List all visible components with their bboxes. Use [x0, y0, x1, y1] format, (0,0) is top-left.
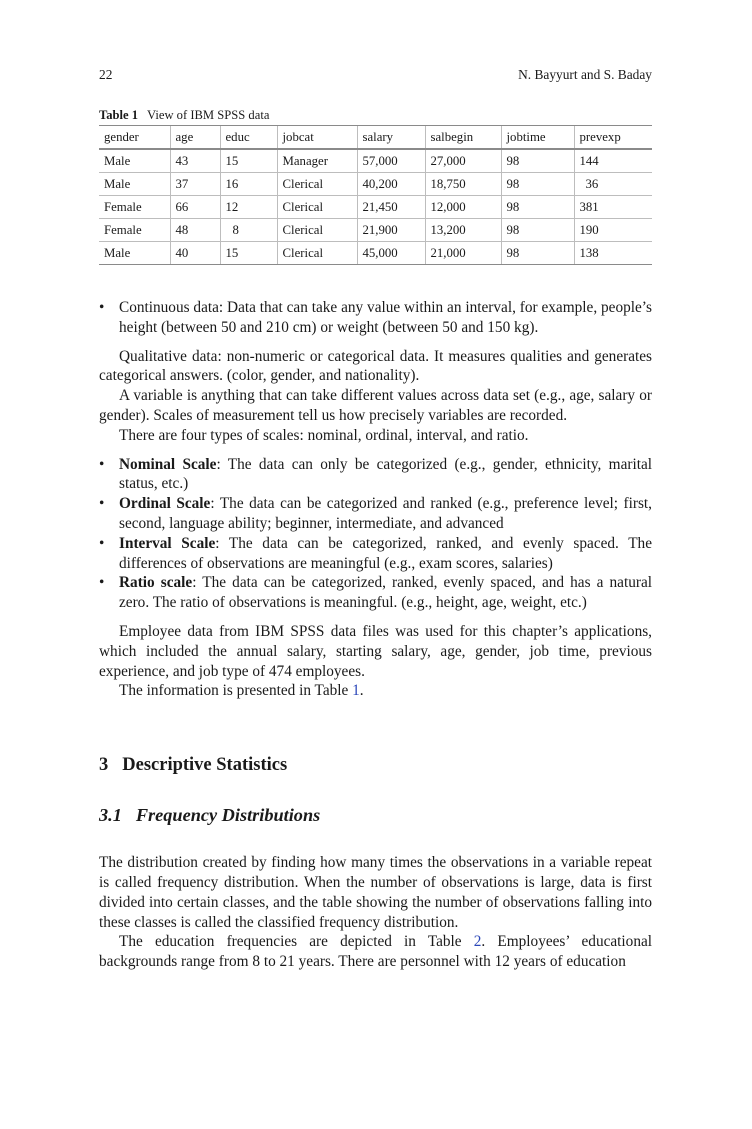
page — [99, 66, 652, 972]
list-item — [99, 298, 652, 338]
table-2-reference-link[interactable]: 2 — [473, 933, 482, 951]
table-cell: Clerical — [277, 196, 357, 219]
table-cell: 48 — [170, 219, 220, 242]
subsection-number: 3.1 — [99, 805, 122, 826]
table-cell: Female — [99, 196, 170, 219]
table-cell: 40 — [170, 242, 220, 265]
list-item — [99, 573, 652, 613]
scale-term: Ordinal Scale — [119, 495, 211, 513]
table-cell: 21,450 — [357, 196, 425, 219]
table-cell: 98 — [501, 219, 574, 242]
list-item — [99, 455, 652, 495]
list-item — [99, 494, 652, 534]
paragraph-scales: There are four types of scales: nominal, ordinal, interval, and ratio. — [119, 426, 529, 444]
table-label: Table 1 — [99, 108, 139, 122]
scale-description: : The data can be categorized, ranked, and evenly spaced. The differences of observations are meaningful (e.g., exam scores, salaries) — [119, 534, 652, 572]
table-title: View of IBM SPSS data — [147, 108, 270, 122]
table-cell: 21,900 — [357, 219, 425, 242]
scale-term: Ratio scale — [119, 574, 193, 592]
table-row — [99, 219, 652, 242]
table-cell: 8 — [220, 219, 277, 242]
table-1-reference-link[interactable]: 1 — [352, 682, 360, 700]
table-cell: Clerical — [277, 173, 357, 196]
column-header: jobcat — [277, 126, 357, 150]
information-end: . — [359, 682, 364, 700]
table-row — [99, 196, 652, 219]
table-cell: 144 — [574, 149, 652, 173]
table-cell: 43 — [170, 149, 220, 173]
column-header: salbegin — [425, 126, 501, 150]
table-row — [99, 149, 652, 173]
column-header: educ — [220, 126, 277, 150]
table-cell: 18,750 — [425, 173, 501, 196]
table-cell: 45,000 — [357, 242, 425, 265]
paragraph-distribution: The distribution created by finding how many times the observations in a variable repeat is called frequency distribution. When the number of observations is large, data is first divided into certain classes, and the table showing the number of observations falling into these classes is called the classified frequency distribution. — [99, 854, 652, 931]
running-head-authors: N. Bayyurt and S. Baday — [518, 67, 652, 82]
table-cell: 98 — [501, 242, 574, 265]
scale-term: Nominal Scale — [119, 455, 217, 473]
section-title: Descriptive Statistics — [122, 755, 288, 776]
subsection-heading — [99, 803, 652, 827]
table-cell: 190 — [574, 219, 652, 242]
table-cell: 98 — [501, 149, 574, 173]
table-cell: Female — [99, 219, 170, 242]
table-caption — [99, 107, 652, 123]
table-cell: Manager — [277, 149, 357, 173]
table-cell: 16 — [220, 173, 277, 196]
column-header: salary — [357, 126, 425, 150]
bullet-icon: • — [99, 534, 105, 552]
bullet-icon: • — [99, 299, 105, 316]
table-cell: Clerical — [277, 219, 357, 242]
scale-description: : The data can be categorized, ranked, evenly spaced, and has a natural zero. The ratio of observations is meaningful. (e.g., height, age, weight, etc.) — [119, 574, 652, 612]
table-cell: 12,000 — [425, 196, 501, 219]
running-head — [99, 66, 652, 84]
table-cell: 381 — [574, 196, 652, 219]
table-cell: 15 — [220, 149, 277, 173]
table-cell: 66 — [170, 196, 220, 219]
table-cell: 13,200 — [425, 219, 501, 242]
page-number: 22 — [99, 67, 113, 82]
column-header: age — [170, 126, 220, 150]
scale-description: : The data can only be categorized (e.g., gender, ethnicity, marital status, etc.) — [119, 455, 652, 493]
paragraph-employee-data: Employee data from IBM SPSS data files was used for this chapter’s applications, which included the annual salary, starting salary, age, gender, job time, previous experience, and job type of 474 employees. — [99, 622, 652, 680]
table-cell: 37 — [170, 173, 220, 196]
spss-data-table — [99, 125, 652, 265]
body-text — [99, 298, 652, 972]
bullet-icon: • — [99, 495, 105, 513]
column-header: jobtime — [501, 126, 574, 150]
table-row — [99, 173, 652, 196]
list-item — [99, 534, 652, 574]
table-cell: 36 — [574, 173, 652, 196]
paragraph-education — [99, 932, 652, 972]
table-header-row — [99, 126, 652, 150]
table-cell: 138 — [574, 242, 652, 265]
column-header: gender — [99, 126, 170, 150]
table-cell: 12 — [220, 196, 277, 219]
table-cell: Male — [99, 149, 170, 173]
continuous-data-text: Continuous data: Data that can take any value within an interval, for example, people’s height (between 50 and 210 cm) or weight (between 50 and 150 kg). — [119, 299, 652, 336]
scales-bullet-list — [99, 455, 652, 613]
bullet-icon: • — [99, 455, 105, 473]
paragraph-variable: A variable is anything that can take different values across data set (e.g., age, salary or gender). Scales of measurement tell us how precisely variables are recorded. — [99, 387, 652, 424]
section-number: 3 — [99, 755, 109, 776]
section-heading — [99, 753, 652, 777]
education-text-end: . Employees’ educational backgrounds range from 8 to 21 years. There are personnel with 12 years of education — [99, 933, 653, 971]
scale-term: Interval Scale — [119, 534, 216, 552]
table-row — [99, 242, 652, 265]
table-cell: 40,200 — [357, 173, 425, 196]
table-cell: Clerical — [277, 242, 357, 265]
education-text-start: The education frequencies are depicted in Table — [119, 933, 474, 951]
table-cell: 21,000 — [425, 242, 501, 265]
scale-description: : The data can be categorized and ranked (e.g., preference level; first, second, language ability; beginner, intermediate, and advanced — [119, 495, 652, 532]
paragraph-qualitative: Qualitative data: non-numeric or categorical data. It measures qualities and generates categorical answers. (color, gender, and nationality). — [99, 347, 652, 385]
table-cell: 27,000 — [425, 149, 501, 173]
table-cell: 15 — [220, 242, 277, 265]
column-header: prevexp — [574, 126, 652, 150]
information-text: The information is presented in Table — [119, 682, 353, 700]
table-cell: Male — [99, 173, 170, 196]
paragraph-information — [99, 681, 652, 701]
table-cell: 98 — [501, 196, 574, 219]
subsection-title: Frequency Distributions — [135, 805, 321, 826]
table-cell: 98 — [501, 173, 574, 196]
continuous-bullet-list — [99, 298, 652, 338]
bullet-icon: • — [99, 574, 105, 592]
table-cell: 57,000 — [357, 149, 425, 173]
table-cell: Male — [99, 242, 170, 265]
